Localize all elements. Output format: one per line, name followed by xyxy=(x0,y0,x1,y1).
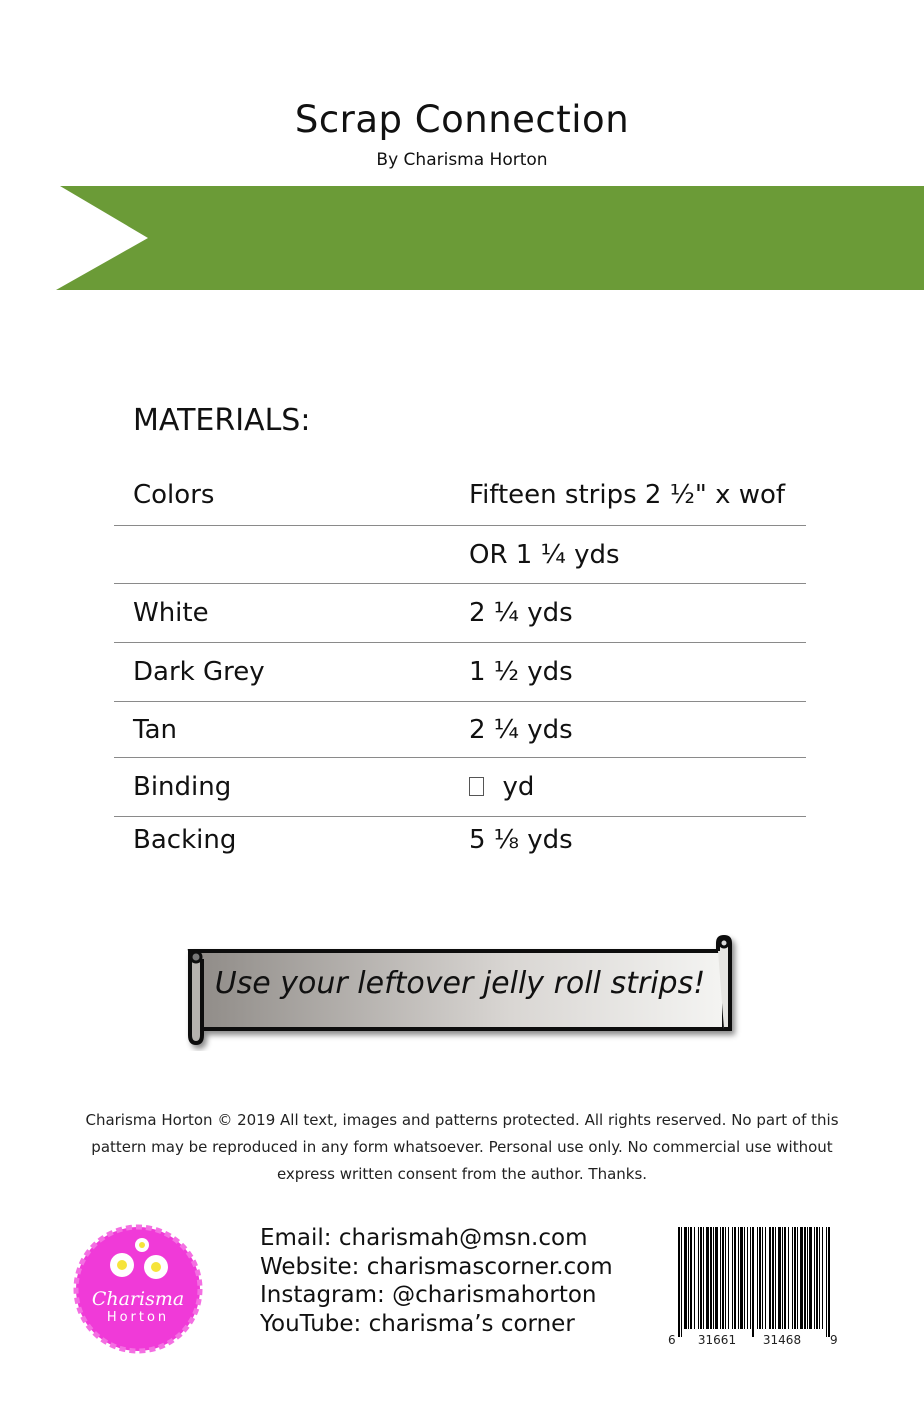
material-label: Binding xyxy=(133,772,232,802)
barcode-bar xyxy=(744,1227,745,1329)
material-amount: 2 ¼ yds xyxy=(469,598,573,628)
barcode-bar xyxy=(804,1227,806,1329)
barcode-bars xyxy=(678,1227,830,1337)
missing-glyph-icon xyxy=(469,777,484,796)
barcode-bar xyxy=(750,1227,751,1329)
material-row-white xyxy=(114,584,806,643)
barcode-bar xyxy=(765,1227,766,1329)
barcode-bar xyxy=(740,1227,743,1329)
material-row-dark-grey xyxy=(114,643,806,702)
barcode-bar xyxy=(747,1227,748,1329)
material-row-binding xyxy=(114,758,806,817)
barcode-bar xyxy=(797,1227,798,1329)
barcode-bar xyxy=(828,1227,830,1337)
scroll-note: Use your leftover jelly roll strips! xyxy=(214,966,706,1001)
material-label: Tan xyxy=(133,714,177,745)
barcode-bar xyxy=(681,1227,682,1337)
barcode-bar xyxy=(728,1227,729,1329)
barcode-bar xyxy=(706,1227,709,1329)
material-row-colors-alt xyxy=(114,526,806,584)
barcode-bar xyxy=(710,1227,712,1329)
barcode-bar xyxy=(775,1227,776,1329)
material-label: Dark Grey xyxy=(133,657,265,687)
material-amount: Fifteen strips 2 ½" x wof xyxy=(469,480,786,510)
barcode-bar xyxy=(784,1227,786,1329)
barcode-bar xyxy=(816,1227,818,1329)
barcode-bar xyxy=(734,1227,736,1329)
material-amount: 5 ⅛ yds xyxy=(469,825,573,855)
barcode-bar xyxy=(814,1227,815,1329)
contact-email: Email: charismah@msn.com xyxy=(260,1225,588,1251)
material-row-tan xyxy=(114,702,806,758)
material-amount: 1 ½ yds xyxy=(469,657,573,687)
barcode-group-right: 31468 xyxy=(762,1333,802,1347)
barcode-bar xyxy=(732,1227,733,1329)
barcode-bar xyxy=(769,1227,771,1329)
material-row-colors xyxy=(114,465,806,526)
green-banner xyxy=(0,186,924,290)
barcode-bar xyxy=(782,1227,783,1329)
barcode-digit-last: 9 xyxy=(830,1333,838,1347)
contact-youtube: YouTube: charisma’s corner xyxy=(260,1310,575,1337)
barcode-bar xyxy=(778,1227,781,1329)
barcode-bar xyxy=(703,1227,704,1329)
barcode-bar xyxy=(819,1227,820,1329)
barcode-bar xyxy=(788,1227,789,1329)
material-amount: 2 ¼ yds xyxy=(469,714,573,745)
barcode-bar xyxy=(794,1227,796,1329)
barcode-bar xyxy=(752,1227,754,1337)
barcode-bar xyxy=(684,1227,687,1329)
barcode-bar xyxy=(772,1227,774,1329)
barcode-bar xyxy=(720,1227,721,1329)
barcode-bar xyxy=(738,1227,739,1329)
barcode-bar xyxy=(800,1227,803,1329)
logo-name: Charisma xyxy=(91,1288,185,1310)
barcode-bar xyxy=(690,1227,692,1329)
barcode-group-left: 31661 xyxy=(697,1333,737,1347)
contact-block xyxy=(260,1224,613,1338)
barcode-bar xyxy=(809,1227,812,1329)
barcode-bar xyxy=(826,1227,827,1337)
barcode-bar xyxy=(698,1227,699,1329)
material-amount: OR 1 ¼ yds xyxy=(469,539,620,570)
materials-heading: MATERIALS: xyxy=(133,403,311,438)
barcode-bar xyxy=(678,1227,680,1337)
materials-table xyxy=(114,465,806,863)
material-label: Backing xyxy=(133,825,237,855)
contact-website: Website: charismascorner.com xyxy=(260,1253,613,1280)
barcode-bar xyxy=(762,1227,763,1329)
barcode-bar xyxy=(759,1227,761,1329)
barcode-bar xyxy=(700,1227,702,1329)
material-label: White xyxy=(133,598,209,628)
barcode-bar xyxy=(757,1227,758,1329)
barcode-bar xyxy=(792,1227,793,1329)
material-row-backing xyxy=(114,817,806,863)
contact-instagram: Instagram: @charismahorton xyxy=(260,1282,597,1308)
charisma-horton-logo xyxy=(72,1223,204,1355)
barcode xyxy=(664,1225,844,1355)
author-byline: By Charisma Horton xyxy=(376,150,548,170)
material-label: Colors xyxy=(133,480,215,510)
barcode-bar xyxy=(694,1227,695,1329)
barcode-bar xyxy=(715,1227,718,1329)
material-amount: yd xyxy=(469,772,534,802)
barcode-bar xyxy=(822,1227,823,1329)
copyright-notice: Charisma Horton © 2019 All text, images and patterns protected. All rights reserved. No part of this pattern may be reproduced in any form whatsoever. Personal use only. No commercial use without express written consent from the author. Thanks. xyxy=(85,1111,839,1183)
barcode-bar xyxy=(713,1227,714,1329)
barcode-bar xyxy=(725,1227,726,1329)
pattern-title: Scrap Connection xyxy=(294,98,630,141)
barcode-bar xyxy=(722,1227,724,1329)
barcode-digit-first: 6 xyxy=(668,1333,676,1347)
logo-surname: Horton xyxy=(106,1310,170,1325)
barcode-bar xyxy=(688,1227,689,1329)
barcode-bar xyxy=(807,1227,808,1329)
